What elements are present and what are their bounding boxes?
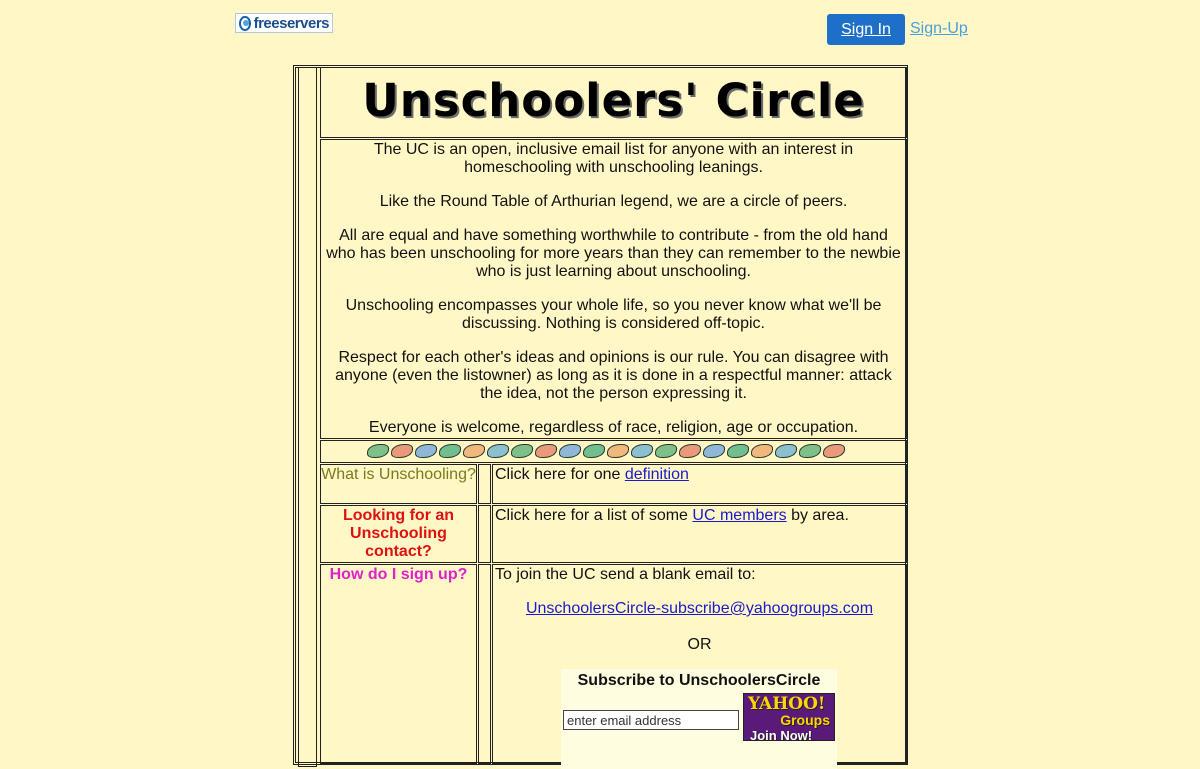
email-address-input[interactable] bbox=[563, 710, 739, 730]
faq-question-signup: How do I sign up? bbox=[320, 564, 477, 764]
yahoo-logo-text: YAHOO! bbox=[748, 694, 826, 714]
faq-answer-text: Click here for one bbox=[495, 466, 625, 483]
leaf-icon bbox=[463, 444, 485, 458]
freeservers-logo-icon bbox=[239, 16, 251, 31]
intro-paragraph: Unschooling encompasses your whole life, so you never know what we'll be discussing. Nothing is considered off-topic. bbox=[345, 297, 882, 332]
intro-paragraph: The UC is an open, inclusive email list for anyone with an interest in homeschooling with unschooling leanings. bbox=[373, 141, 854, 176]
sign-in-button[interactable]: Sign In bbox=[827, 14, 905, 45]
leaf-icon bbox=[559, 444, 581, 458]
intro-paragraph: Respect for each other's ideas and opinions is our rule. You can disagree with anyone (even the listowner) as long as it is done in a respectful manner: attack the idea, not the person expressing it. bbox=[335, 349, 892, 402]
leaf-icon bbox=[607, 444, 629, 458]
intro-paragraph: All are equal and have something worthwhile to contribute - from the old hand who has been unschooling for more years than they can remember to the newbie who is just learning about unschooling. bbox=[326, 227, 901, 280]
intro-cell bbox=[320, 139, 907, 439]
uc-members-link[interactable]: UC members bbox=[692, 507, 787, 524]
leaf-vine-divider bbox=[367, 443, 859, 460]
leaf-icon bbox=[367, 444, 389, 458]
leaf-icon bbox=[583, 444, 605, 458]
left-column bbox=[298, 67, 317, 767]
faq-spacer bbox=[478, 564, 491, 764]
faq-question-contact: Looking for an Unschooling contact? bbox=[320, 505, 477, 563]
leaf-icon bbox=[751, 444, 773, 458]
leaf-icon bbox=[775, 444, 797, 458]
leaf-icon bbox=[799, 444, 821, 458]
subscribe-email-link[interactable]: UnschoolersCircle-subscribe@yahoogroups.com bbox=[525, 600, 874, 617]
or-separator: OR bbox=[687, 636, 712, 653]
subscribe-title: Subscribe to UnschoolersCircle bbox=[577, 672, 821, 689]
faq-spacer bbox=[478, 505, 491, 563]
groups-text: Groups bbox=[780, 712, 830, 728]
leaf-border-cell bbox=[320, 440, 907, 463]
definition-link[interactable]: definition bbox=[624, 466, 689, 483]
faq-answer-text: Click here for a list of some bbox=[495, 507, 693, 524]
intro-paragraph: Like the Round Table of Arthurian legend, we are a circle of peers. bbox=[379, 193, 848, 210]
leaf-icon bbox=[823, 444, 845, 458]
leaf-icon bbox=[415, 444, 437, 458]
freeservers-logo[interactable] bbox=[235, 13, 333, 33]
leaf-icon bbox=[487, 444, 509, 458]
faq-spacer bbox=[478, 464, 491, 504]
faq-answer-signup bbox=[492, 564, 907, 764]
faq-answer-text: To join the UC send a blank email to: bbox=[495, 566, 756, 583]
join-now-text: Join Now! bbox=[750, 728, 813, 741]
faq-answer-suffix: by area. bbox=[786, 507, 849, 524]
leaf-icon bbox=[535, 444, 557, 458]
leaf-icon bbox=[655, 444, 677, 458]
leaf-icon bbox=[727, 444, 749, 458]
leaf-icon bbox=[439, 444, 461, 458]
leaf-icon bbox=[631, 444, 653, 458]
faq-answer-contact bbox=[492, 505, 907, 563]
page-title: Unschoolers' Circle bbox=[362, 74, 865, 127]
leaf-icon bbox=[391, 444, 413, 458]
sign-up-link[interactable]: Sign-Up bbox=[910, 20, 968, 37]
faq-answer-what-is bbox=[492, 464, 907, 504]
intro-paragraph: Everyone is welcome, regardless of race, religion, age or occupation. bbox=[368, 419, 859, 436]
yahoo-groups-join-button[interactable] bbox=[743, 693, 835, 741]
yahoo-subscribe-box bbox=[561, 669, 837, 769]
faq-question-what-is: What is Unschooling? bbox=[320, 464, 477, 504]
freeservers-logo-text: freeservers bbox=[253, 14, 329, 32]
leaf-icon bbox=[703, 444, 725, 458]
title-cell bbox=[320, 67, 907, 138]
leaf-icon bbox=[511, 444, 533, 458]
leaf-icon bbox=[679, 444, 701, 458]
